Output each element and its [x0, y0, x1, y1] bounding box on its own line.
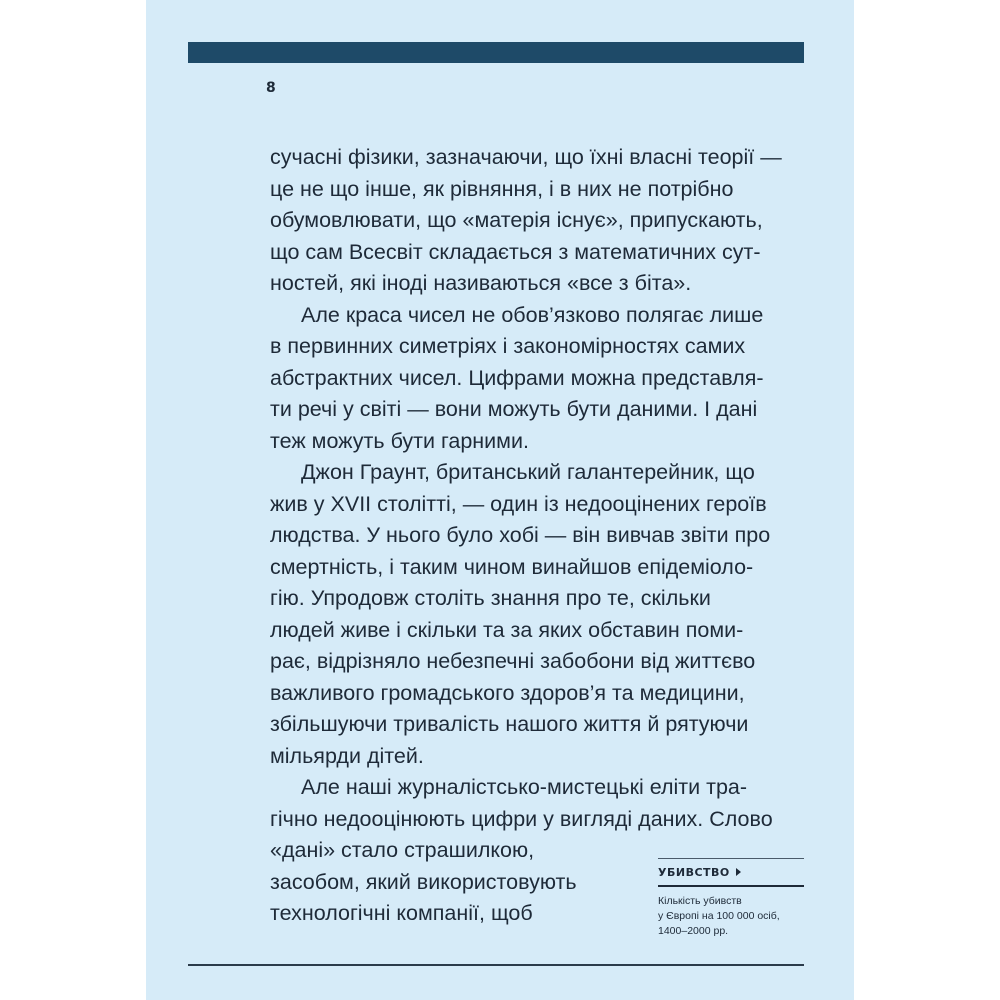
text-line: абстрактних чисел. Цифрами можна представля-: [270, 365, 764, 390]
sidebar-caption: [658, 887, 804, 939]
text-line: збільшуючи тривалість нашого життя й рятуючи: [270, 712, 749, 736]
header-bar: [188, 42, 804, 63]
page-number: 8: [266, 80, 276, 96]
text-line: технологічні компанії, щоб: [270, 901, 533, 925]
text-line: людства. У нього було хобі — він вивчав звіти про: [270, 523, 771, 547]
text-line: що сам Всесвіт складається з математичних сут-: [270, 239, 761, 264]
text-line: теж можуть бути гарними.: [270, 428, 529, 453]
body-text: [270, 142, 818, 930]
text-line: засобом, який використовують: [270, 869, 577, 894]
triangle-right-icon: [736, 868, 741, 876]
text-line: в первинних симетріях і закономірностях самих: [270, 334, 746, 358]
sidebar-heading-text: УБИВСТВО: [658, 865, 730, 879]
text-line: «дані» стало страшилкою,: [270, 838, 535, 862]
sidebar-caption-line: у Європі на 100 000 осіб,: [658, 910, 780, 922]
text-line: ти речі у світі — вони можуть бути даними. І дані: [270, 397, 758, 421]
text-line: Джон Граунт, британський галантерейник, що: [301, 460, 755, 484]
text-line: гію. Упродовж століть знання про те, скільки: [270, 586, 711, 610]
text-line: смертність, і таким чином винайшов епідеміоло-: [270, 554, 754, 579]
text-line: рає, відрізняло небезпечні забобони від життєво: [270, 649, 756, 673]
text-line: сучасні фізики, зазначаючи, що їхні власні теорії —: [270, 145, 782, 169]
sidebar-caption-line: 1400–2000 рр.: [658, 925, 729, 937]
text-line: Але краса чисел не обов’язково полягає лише: [301, 302, 764, 327]
text-line: ностей, які іноді називаються «все з біта».: [270, 271, 692, 295]
sidebar-figure: [658, 858, 804, 939]
text-line: важливого громадського здоров’я та медицини,: [270, 680, 745, 705]
sidebar-heading: [658, 859, 804, 885]
book-page: [146, 0, 854, 1000]
text-line: обумовлювати, що «матерія існує», припускають,: [270, 208, 763, 232]
sidebar-caption-line: Кількість убивств: [658, 895, 742, 907]
text-line: це не що інше, як рівняння, і в них не потрібно: [270, 176, 734, 201]
text-line: Але наші журналістсько-мистецькі еліти тра-: [301, 775, 748, 799]
text-line: жив у XVII столітті, — один із недооцінених героїв: [270, 491, 767, 516]
footer-rule: [188, 964, 804, 966]
text-line: мільярди дітей.: [270, 743, 424, 768]
text-line: людей живе і скільки та за яких обставин поми-: [270, 617, 744, 642]
text-line: гічно недооцінюють цифри у вигляді даних. Слово: [270, 806, 773, 831]
